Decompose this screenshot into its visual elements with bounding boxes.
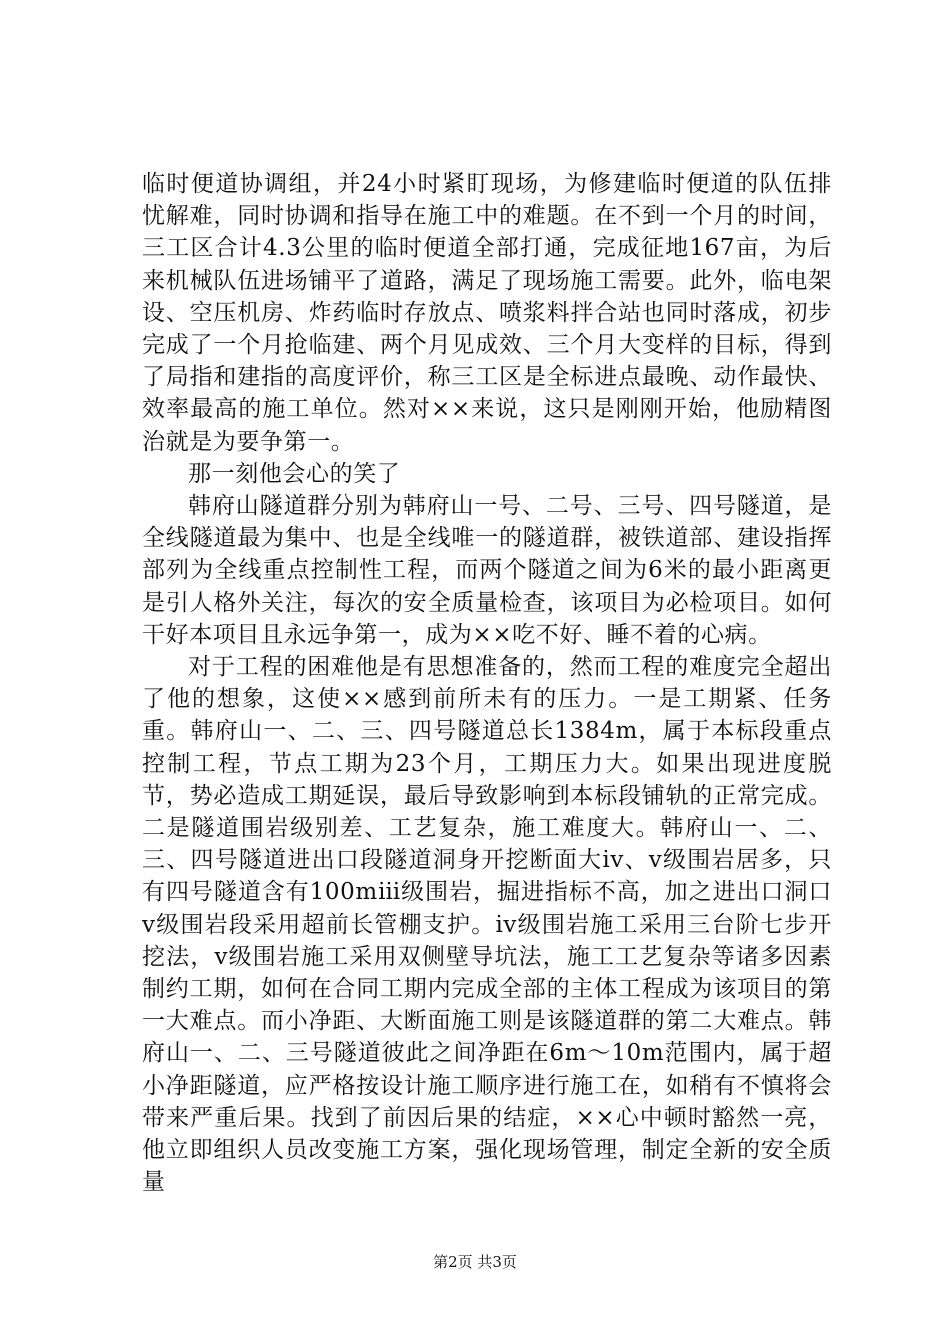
page-footer: 第2页 共3页 (433, 1253, 517, 1271)
paragraph-2: 那一刻他会心的笑了 (188, 460, 401, 487)
body-text (142, 168, 832, 1199)
paragraph-1: 临时便道协调组，并24小时紧盯现场，为修建临时便道的队伍排忧解难，同时协调和指导在施工中的难题。在不到一个月的时间，三工区合计4.3公里的临时便道全部打通，完成征地167亩，为后来机械队伍进场铺平了道路，满足了现场施工需要。此外，临电架设、空压机房、炸药临时存放点、喷浆料拌合站也同时落成，初步完成了一个月抢临建、两个月见成效、三个月大变样的目标，得到了局指和建指的高度评价，称三工区是全标进点最晚、动作最快、效率最高的施工单位。然对××来说，这只是刚刚开始，他励精图治就是为要争第一。 (142, 171, 832, 455)
paragraph-4: 对于工程的困难他是有思想准备的，然而工程的难度完全超出了他的想象，这使××感到前所未有的压力。一是工期紧、任务重。韩府山一、二、三、四号隧道总长1384m，属于本标段重点控制工程，节点工期为23个月，工期压力大。如果出现进度脱节，势必造成工期延误，最后导致影响到本标段铺轨的正常完成。二是隧道围岩级别差、工艺复杂，施工难度大。韩府山一、二、三、四号隧道进出口段隧道洞身开挖断面大iv、v级围岩居多，只有四号隧道含有100mⅲ级围岩，掘进指标不高，加之进出口洞口v级围岩段采用超前长管棚支护。iv级围岩施工采用三台阶七步开挖法，v级围岩施工采用双侧壁导坑法，施工工艺复杂等诸多因素制约工期，如何在合同工期内完成全部的主体工程成为该项目的第一大难点。而小净距、大断面施工则是该隧道群的第二大难点。韩府山一、二、三号隧道彼此之间净距在6m～10m范围内，属于超小净距隧道，应严格按设计施工顺序进行施工在，如稍有不慎将会带来严重后果。找到了前因后果的结症，××心中顿时豁然一亮，他立即组织人员改变施工方案，强化现场管理，制定全新的安全质量 (142, 654, 832, 1196)
paragraph-3: 韩府山隧道群分别为韩府山一号、二号、三号、四号隧道，是全线隧道最为集中、也是全线唯一的隧道群，被铁道部、建设指挥部列为全线重点控制性工程，而两个隧道之间为6米的最小距离更是引人格外关注，每次的安全质量检查，该项目为必检项目。如何干好本项目且永远争第一，成为××吃不好、睡不着的心病。 (142, 493, 832, 648)
